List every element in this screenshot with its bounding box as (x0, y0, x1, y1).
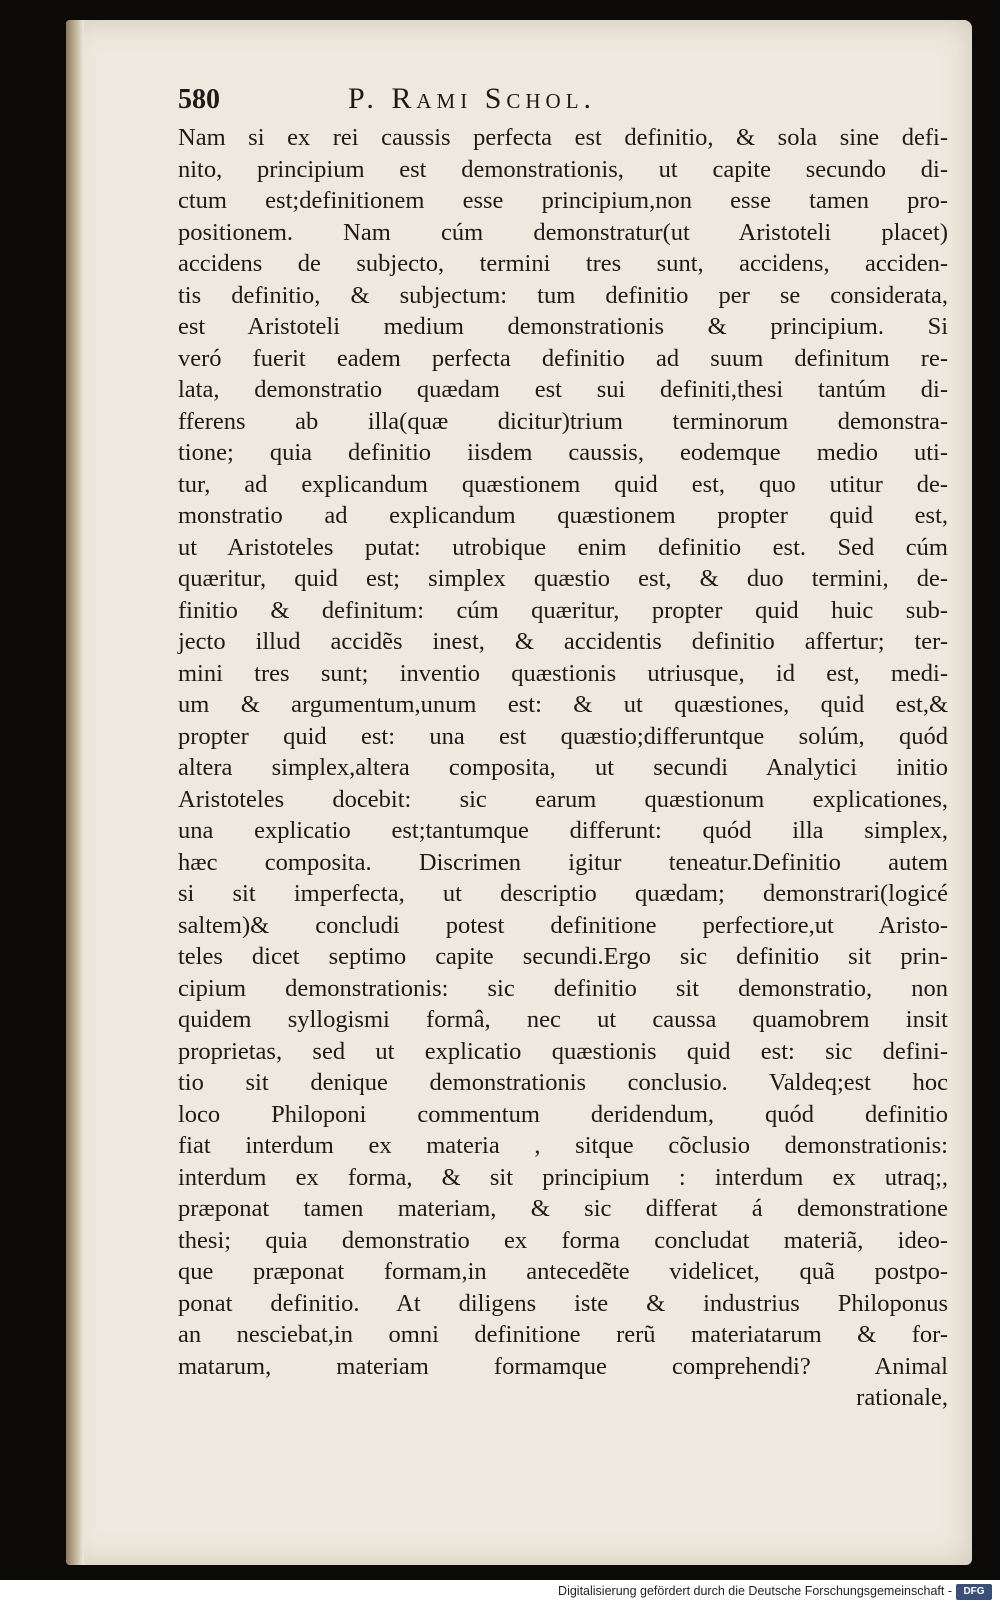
text-line: positionem. Nam cúm demonstratur(ut Aristoteli placet) (178, 218, 948, 246)
text-line: interdum ex forma, & sit principium : interdum ex utraq;, (178, 1163, 948, 1191)
text-line: est Aristoteli medium demonstrationis & principium. Si (178, 313, 948, 340)
text-line: proprietas, sed ut explicatio quæstionis quid est: sic defini- (178, 1037, 948, 1065)
text-line: propter quid est: una est quæstio;differuntque solúm, quód (178, 722, 948, 750)
text-line: saltem)& concludi potest definitione perfectiore,ut Aristo- (178, 911, 948, 939)
text-line: quæritur, quid est; simplex quæstio est, & duo termini, de- (178, 565, 948, 592)
text-line: teles dicet septimo capite secundi.Ergo sic definitio sit prin- (178, 943, 948, 970)
text-line: Aristoteles docebit: sic earum quæstionum explicationes, (178, 785, 948, 813)
text-line: tione; quia definitio iisdem caussis, eodemque medio uti- (178, 439, 948, 466)
text-line: accidens de subjecto, termini tres sunt, accidens, acciden- (178, 250, 948, 277)
text-line: quidem syllogismi formâ, nec ut caussa quamobrem insit (178, 1006, 948, 1033)
text-line: ut Aristoteles putat: utrobique enim definitio est. Sed cúm (178, 533, 948, 561)
text-line: altera simplex,altera composita, ut secundi Analytici initio (178, 754, 948, 781)
text-line: lata, demonstratio quædam est sui definiti,thesi tantúm di- (178, 376, 948, 403)
running-head: P. Rami Schol. (348, 82, 597, 115)
digitization-footer (0, 1580, 1000, 1606)
text-line: nito, principium est demonstrationis, ut capite secundo di- (178, 155, 948, 183)
text-line: que præponat formam,in antecedẽte videlicet, quã postpo- (178, 1258, 948, 1285)
text-line: ponat definitio. At diligens iste & industrius Philoponus (178, 1289, 948, 1317)
text-line: tio sit denique demonstrationis conclusio. Valdeq;est hoc (178, 1069, 948, 1096)
text-line: tur, ad explicandum quæstionem quid est, quo utitur de- (178, 470, 948, 498)
text-line: si sit imperfecta, ut descriptio quædam; demonstrari(logicé (178, 880, 948, 907)
text-line: cipium demonstrationis: sic definitio sit demonstratio, non (178, 974, 948, 1002)
text-line: hæc composita. Discrimen igitur teneatur.Definitio autem (178, 848, 948, 876)
text-line: fiat interdum ex materia , sitque cõclusio demonstrationis: (178, 1132, 948, 1159)
page-header (178, 84, 798, 120)
text-line: mini tres sunt; inventio quæstionis utriusque, id est, medi- (178, 659, 948, 687)
text-line: tis definitio, & subjectum: tum definitio per se considerata, (178, 281, 948, 309)
text-line: loco Philoponi commentum deridendum, quód definitio (178, 1100, 948, 1128)
body-text (178, 122, 948, 1414)
page-number: 580 (178, 84, 220, 115)
text-line: jecto illud accidẽs inest, & accidentis definitio affertur; ter- (178, 628, 948, 655)
text-line: Nam si ex rei caussis perfecta est definitio, & sola sine defi- (178, 124, 948, 151)
funding-credit: Digitalisierung gefördert durch die Deutsche Forschungsgemeinschaft - (558, 1584, 952, 1598)
text-line: an nesciebat,in omni definitione rerũ materiatarum & for- (178, 1321, 948, 1348)
text-line: matarum, materiam formamque comprehendi? Animal (178, 1352, 948, 1380)
text-line: thesi; quia demonstratio ex forma concludat materiã, ideo- (178, 1226, 948, 1254)
page-spine-shadow (66, 20, 84, 1565)
text-line: ctum est;definitionem esse principium,non esse tamen pro- (178, 187, 948, 214)
text-line: fferens ab illa(quæ dicitur)trium terminorum demonstra- (178, 407, 948, 435)
text-line: um & argumentum,unum est: & ut quæstiones, quid est,& (178, 691, 948, 718)
catchword: rationale, (856, 1384, 948, 1411)
text-line: una explicatio est;tantumque differunt: quód illa simplex, (178, 817, 948, 844)
text-line: præponat tamen materiam, & sic differat á demonstratione (178, 1195, 948, 1222)
text-line: finitio & definitum: cúm quæritur, propter quid huic sub- (178, 596, 948, 624)
text-line: veró fuerit eadem perfecta definitio ad suum definitum re- (178, 344, 948, 372)
dfg-logo-icon: DFG (956, 1584, 992, 1600)
text-line: monstratio ad explicandum quæstionem propter quid est, (178, 502, 948, 529)
